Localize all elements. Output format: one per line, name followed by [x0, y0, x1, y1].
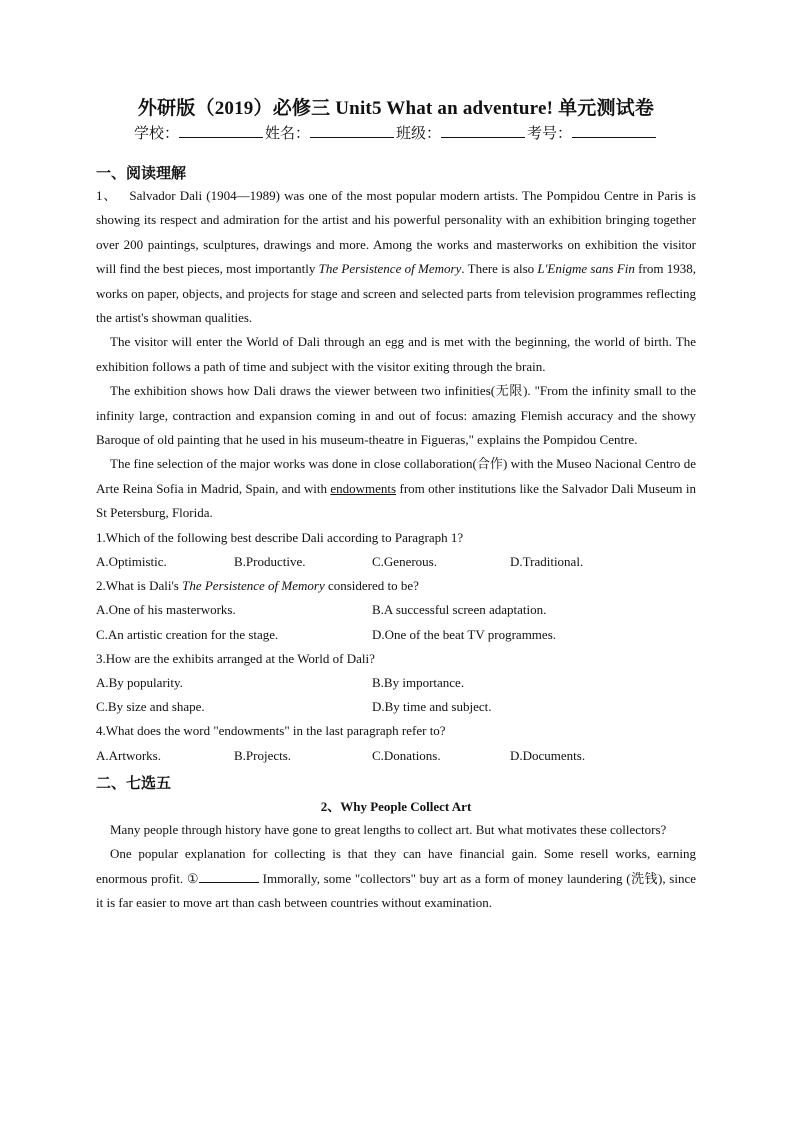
option[interactable]: D.One of the beat TV programmes.: [372, 626, 556, 642]
text-span: 2.What is Dali's: [96, 578, 183, 594]
underlined-word: endowments: [330, 480, 397, 496]
artwork-title: L'Enigme sans Fin: [537, 261, 635, 277]
option[interactable]: A.By popularity.: [96, 674, 183, 690]
name-label: 姓名：: [264, 126, 310, 142]
option[interactable]: C.Generous.: [372, 553, 437, 569]
class-label: 班级：: [396, 126, 442, 142]
option[interactable]: B.Productive.: [234, 553, 306, 569]
artwork-title: The Persistence of Memory: [182, 578, 325, 594]
artwork-title: The Persistence of Memory: [318, 261, 462, 277]
passage-title: 2、Why People Collect Art: [320, 798, 472, 814]
answer-blank[interactable]: [199, 870, 259, 883]
name-blank[interactable]: [310, 123, 394, 138]
page-title: 外研版（2019）必修三 Unit5 What an adventure! 单元测试卷: [137, 98, 655, 119]
text-span: One popular explanation for collecting is that they can have financial gain. Some resell works, earning enormous profit. ①: [96, 846, 696, 886]
school-label: 学校：: [133, 126, 179, 142]
question-number: 1、: [96, 188, 118, 203]
text-span: from other institutions like the Salvador Dali Museum in St Petersburg, Florida.: [96, 480, 696, 521]
question-1-options: [96, 550, 696, 574]
question-4-options: [96, 744, 696, 768]
document-page: [96, 96, 696, 915]
passage-paragraph-2: The visitor will enter the World of Dali through an egg and is met with the beginning, the world of birth. The exhibition follows a path of time and subject with the visitor exiting through the brain.: [96, 334, 696, 374]
passage-paragraph-3: The exhibition shows how Dali draws the viewer between two infinities(无限). "From the infinity small to the infinity large, contraction and expansion coming in and out of focus: amazing Flemish accuracy and the showy Baroque of old painting that he used in his museum-theatre in Figueras," explains the Pompidou Centre.: [96, 383, 696, 448]
section-heading-reading: 一、阅读理解: [96, 164, 187, 182]
option[interactable]: C.Donations.: [372, 747, 441, 763]
question-3-options-row-1: [96, 671, 696, 695]
question-4: 4.What does the word "endowments" in the last paragraph refer to?: [96, 723, 446, 739]
option[interactable]: A.Artworks.: [96, 747, 161, 763]
text-span: Immorally, some "collectors" buy art as a form of money laundering (洗钱), since it is far easier to move art than cash between countries without examination.: [96, 870, 696, 910]
option[interactable]: B.A successful screen adaptation.: [372, 602, 547, 618]
section-heading-seven-choose-five: 二、七选五: [96, 773, 172, 792]
class-blank[interactable]: [441, 123, 525, 138]
option[interactable]: C.By size and shape.: [96, 699, 205, 715]
school-blank[interactable]: [179, 123, 263, 138]
question-2: [96, 574, 696, 598]
question-3-options-row-2: [96, 695, 696, 719]
option[interactable]: B.By importance.: [372, 674, 465, 690]
text-span: The fine selection of the major works was done in close collaboration(合作) with the Museo Nacional Centro de Arte Reina Sofia in Madrid, Spain, and with: [96, 456, 696, 496]
option[interactable]: D.By time and subject.: [372, 699, 492, 715]
text-span: considered to be?: [324, 578, 419, 594]
passage-paragraph-1: [96, 184, 696, 330]
option[interactable]: D.Traditional.: [510, 553, 584, 569]
question-3: 3.How are the exhibits arranged at the World of Dali?: [96, 650, 375, 666]
option[interactable]: B.Projects.: [234, 747, 292, 763]
passage-2-paragraph-2: [96, 842, 696, 915]
text-span: Salvador Dali (1904—1989) was one of the most popular modern artists. The Pompidou Centre in Paris is showing its respect and admiration for the artist and his powerful personality with an exhibition bringing together over 200 paintings, sculptures, drawings and more. Among the works and masterworks on exhibition the visitor will find the best pieces, most importantly: [96, 188, 696, 277]
question-2-options-row-2: [96, 623, 696, 647]
number-label: 考号：: [527, 126, 573, 142]
question-2-options-row-1: [96, 598, 696, 622]
number-blank[interactable]: [572, 123, 656, 138]
passage-2-paragraph-1: Many people through history have gone to great lengths to collect art. But what motivates these collectors?: [110, 821, 667, 837]
option[interactable]: A.Optimistic.: [96, 553, 167, 569]
student-info-row: [96, 123, 696, 145]
text-span: . There is also: [461, 261, 538, 277]
passage-paragraph-4: [96, 452, 696, 525]
option[interactable]: A.One of his masterworks.: [96, 602, 236, 618]
text-span: from 1938, works on paper, objects, and projects for stage and screen and selected parts from television programmes reflecting the artist's showman qualities.: [96, 261, 696, 326]
question-1: 1.Which of the following best describe Dali according to Paragraph 1?: [96, 529, 464, 545]
option[interactable]: D.Documents.: [510, 747, 586, 763]
option[interactable]: C.An artistic creation for the stage.: [96, 626, 279, 642]
